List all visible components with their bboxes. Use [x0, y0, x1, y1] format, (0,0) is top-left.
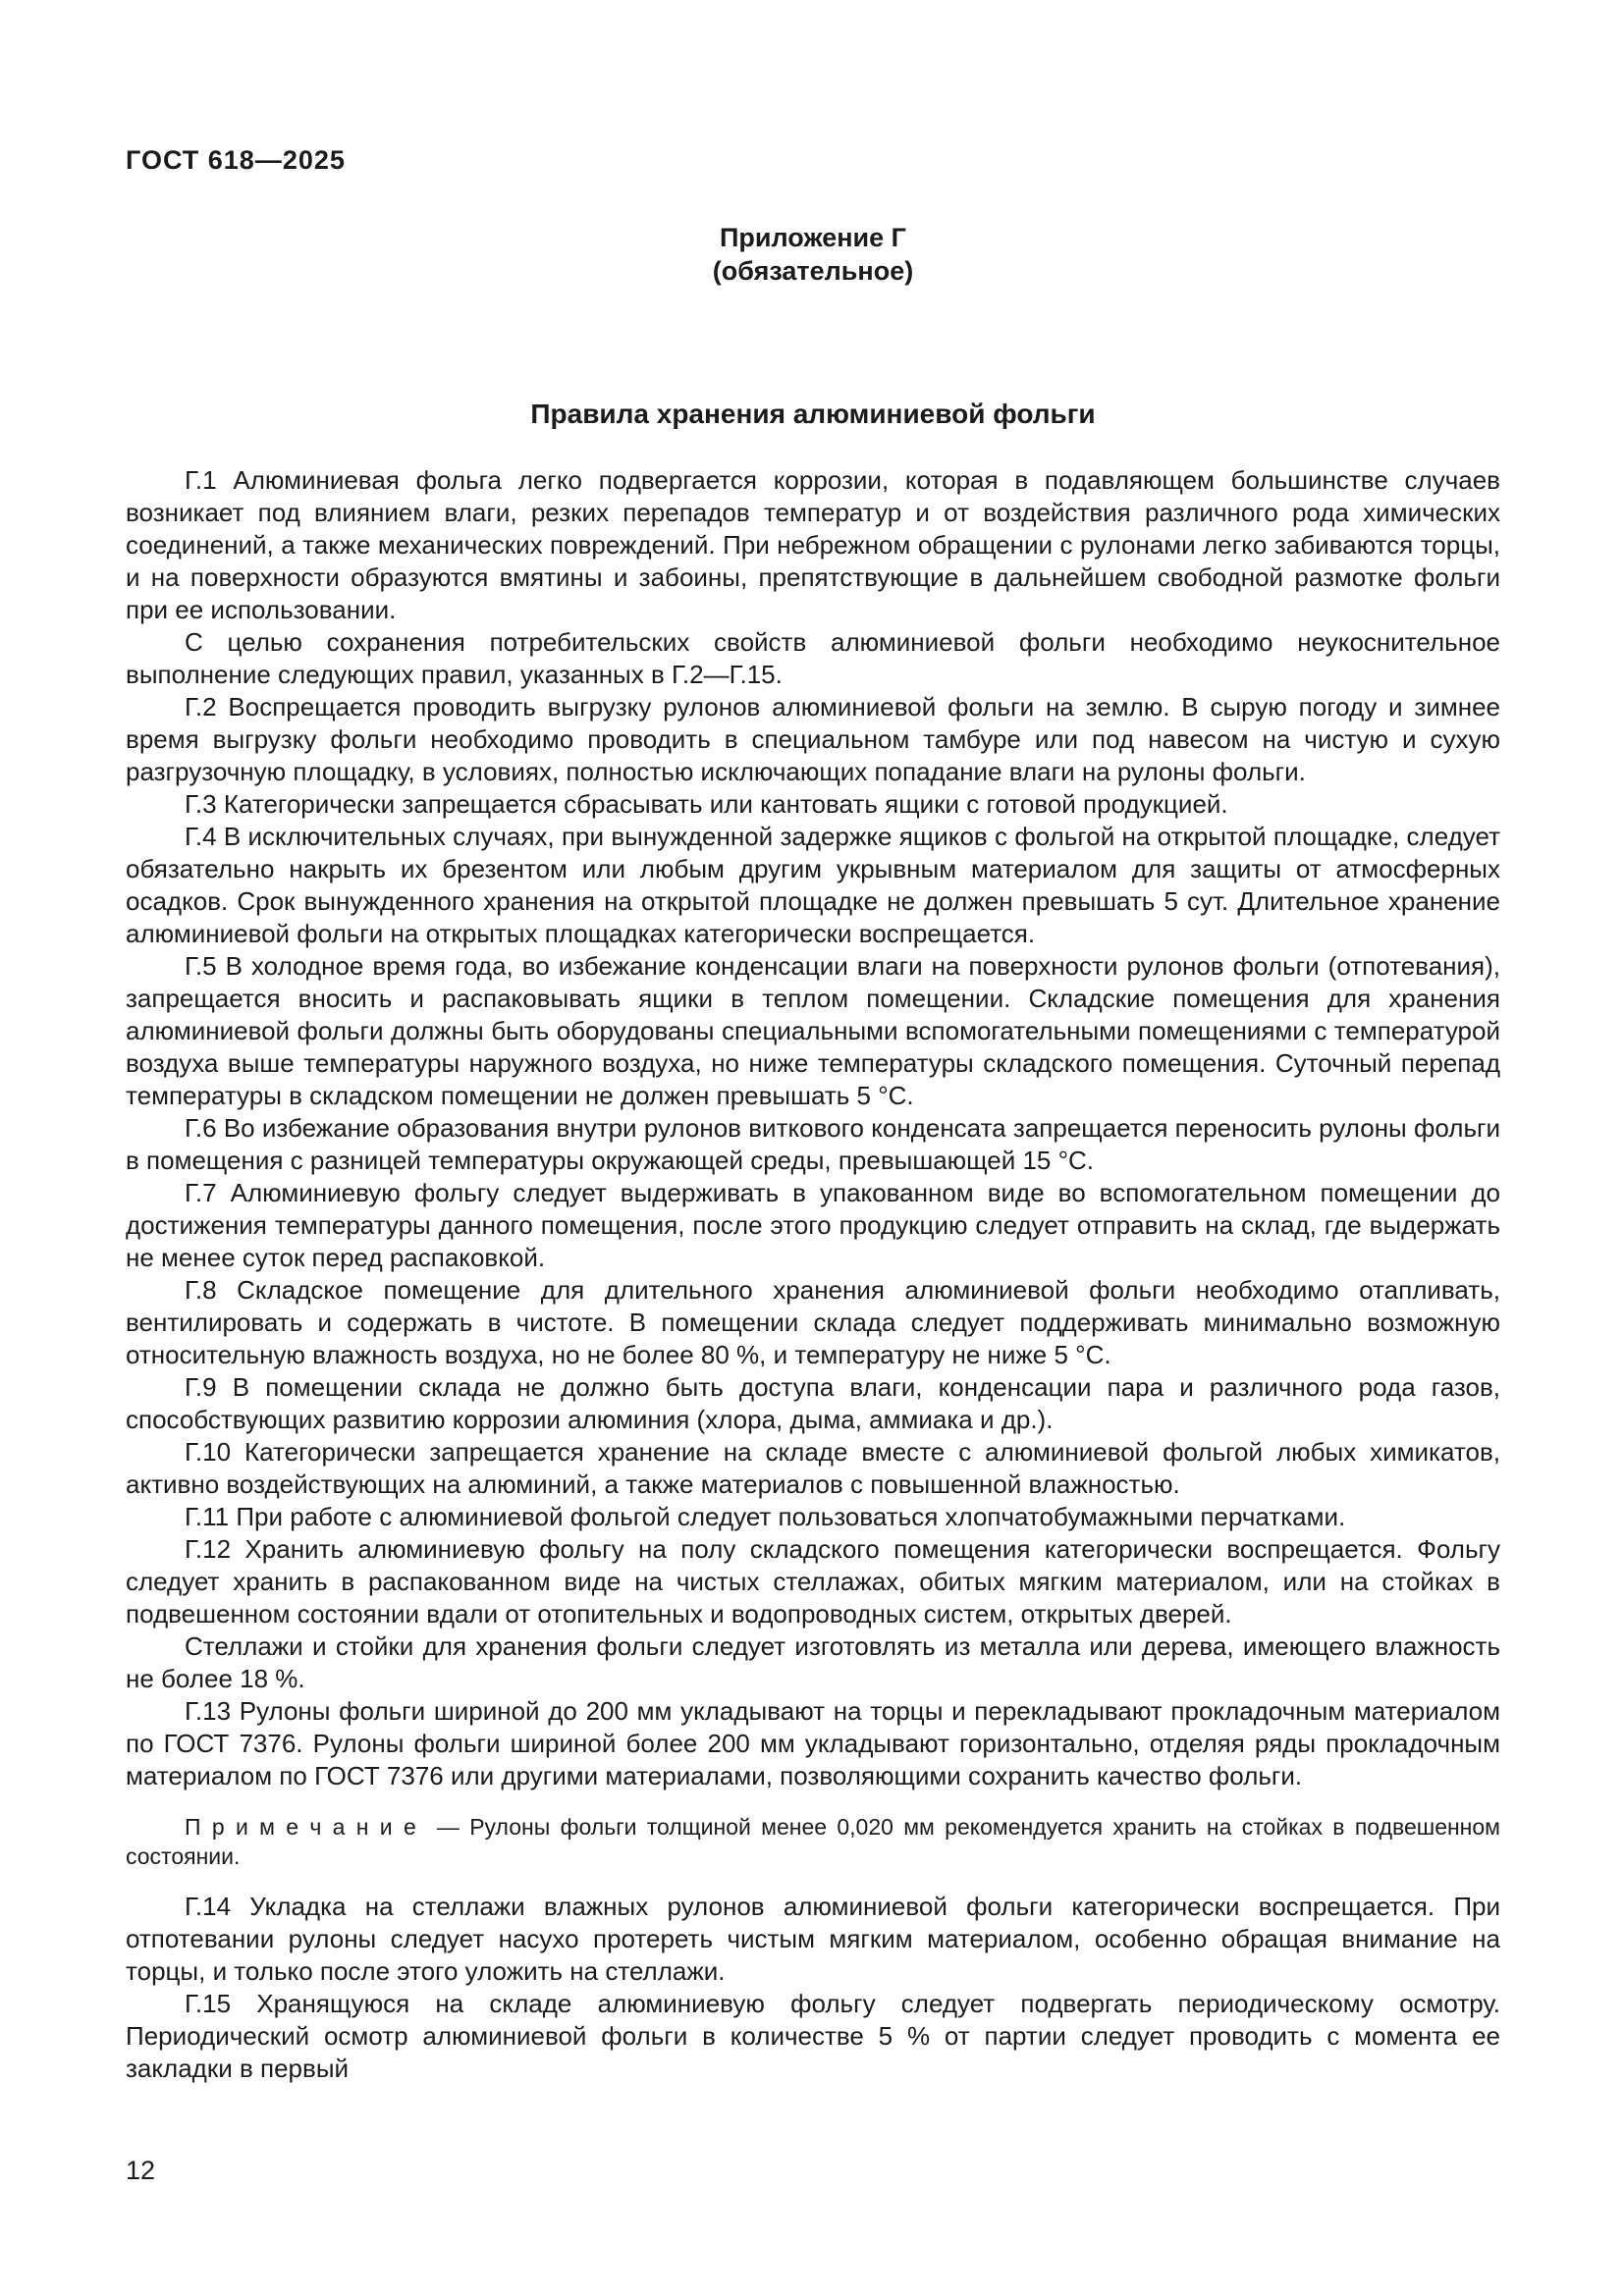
paragraph: Г.9 В помещении склада не должно быть доступа влаги, конденсации пара и различного рода газов, способствующих развитию коррозии алюминия (хлора, дыма, аммиака и др.). — [126, 1372, 1500, 1434]
paragraph: Г.10 Категорически запрещается хранение на складе вместе с алюминиевой фольгой любых химикатов, активно воздействующих на алюминий, а также материалов с повышенной влажностью. — [126, 1437, 1500, 1499]
paragraph: Г.15 Хранящуюся на складе алюминиевую фольгу следует подвергать периодическому осмотру. Периодический осмотр алюминиевой фольги в количестве 5 % от партии следует проводить с момента ее закладки в первый — [126, 1989, 1500, 2083]
paragraph: Г.14 Укладка на стеллажи влажных рулонов алюминиевой фольги категорически воспрещается. При отпотевании рулоны следует насухо протереть чистым мягким материалом, особенно обращая внимание на торцы, и только после этого уложить на стеллажи. — [126, 1892, 1500, 1986]
appendix-header — [126, 221, 1500, 288]
paragraph: Г.1 Алюминиевая фольга легко подвергается коррозии, которая в подавляющем большинстве случаев возникает под влиянием влаги, резких перепадов температур и от воздействия различного рода химических соединений, а также механических повреждений. При небрежном обращении с рулонами легко забиваются торцы, и на поверхности образуются вмятины и забоины, препятствующие в дальнейшем свободной размотке фольги при ее использовании. — [126, 465, 1500, 624]
paragraph: Г.5 В холодное время года, во избежание конденсации влаги на поверхности рулонов фольги (отпотевания), запрещается вносить и распаковывать ящики в теплом помещении. Складские помещения для хранения алюминиевой фольги должны быть оборудованы специальными вспомогательными помещениями с температурой воздуха выше температуры наружного воздуха, но ниже температуры складского помещения. Суточный перепад температуры в складском помещении не должен превышать 5 °С. — [126, 951, 1500, 1110]
paragraph: Г.11 При работе с алюминиевой фольгой следует пользоваться хлопчатобумажными перчатками. — [185, 1502, 1346, 1531]
note-paragraph: П р и м е ч а н и е — Рулоны фольги толщиной менее 0,020 мм рекомендуется хранить на стойках в подвешенном состоянии. — [126, 1814, 1500, 1869]
note-label: П р и м е ч а н и е — [185, 1814, 417, 1840]
paragraph: С целью сохранения потребительских свойств алюминиевой фольги необходимо неукоснительное выполнение следующих правил, указанных в Г.2—Г.15. — [126, 627, 1500, 689]
paragraph: Г.7 Алюминиевую фольгу следует выдерживать в упакованном виде во вспомогательном помещении до достижения температуры данного помещения, после этого продукцию следует отправить на склад, где выдержать не менее суток перед распаковкой. — [126, 1178, 1500, 1272]
paragraph: Г.13 Рулоны фольги шириной до 200 мм укладывают на торцы и перекладывают прокладочным материалом по ГОСТ 7376. Рулоны фольги шириной более 200 мм укладывают горизонтально, отделяя ряды прокладочным материалом по ГОСТ 7376 или другими материалами, позволяющими сохранить качество фольги. — [126, 1696, 1500, 1790]
paragraph: Г.8 Складское помещение для длительного хранения алюминиевой фольги необходимо отапливать, вентилировать и содержать в чистоте. В помещении склада следует поддерживать минимально возможную относительную влажность воздуха, но не более 80 %, и температуру не ниже 5 °С. — [126, 1275, 1500, 1369]
body-text — [126, 464, 1500, 2085]
appendix-status: (обязательное) — [712, 256, 914, 286]
paragraph: Стеллажи и стойки для хранения фольги следует изготовлять из металла или дерева, имеющего влажность не более 18 %. — [126, 1631, 1500, 1693]
paragraph: Г.2 Воспрещается проводить выгрузку рулонов алюминиевой фольги на землю. В сырую погоду и зимнее время выгрузку фольги необходимо проводить в специальном тамбуре или под навесом на чистую и сухую разгрузочную площадку, в условиях, полностью исключающих попадание влаги на рулоны фольги. — [126, 692, 1500, 786]
paragraph: Г.12 Хранить алюминиевую фольгу на полу складского помещения категорически воспрещается. Фольгу следует хранить в распакованном виде на чистых стеллажах, обитых мягким материалом, или на стойках в подвешенном состоянии вдали от отопительных и водопроводных систем, открытых дверей. — [126, 1534, 1500, 1629]
paragraph: Г.6 Во избежание образования внутри рулонов виткового конденсата запрещается переносить рулоны фольги в помещения с разницей температуры окружающей среды, превышающей 15 °С. — [126, 1113, 1500, 1175]
page-number: 12 — [126, 2156, 156, 2185]
paragraph: Г.3 Категорически запрещается сбрасывать или кантовать ящики с готовой продукцией. — [185, 789, 1228, 819]
doc-code: ГОСТ 618—2025 — [126, 145, 346, 175]
appendix-label: Приложение Г — [720, 223, 906, 252]
paragraph: Г.4 В исключительных случаях, при вынужденной задержке ящиков с фольгой на открытой площадке, следует обязательно накрыть их брезентом или любым другим укрывным материалом для защиты от атмосферных осадков. Срок вынужденного хранения на открытой площадке не должен превышать 5 сут. Длительное хранение алюминиевой фольги на открытых площадках категорически воспрещается. — [126, 822, 1500, 948]
appendix-title: Правила хранения алюминиевой фольги — [530, 399, 1096, 429]
